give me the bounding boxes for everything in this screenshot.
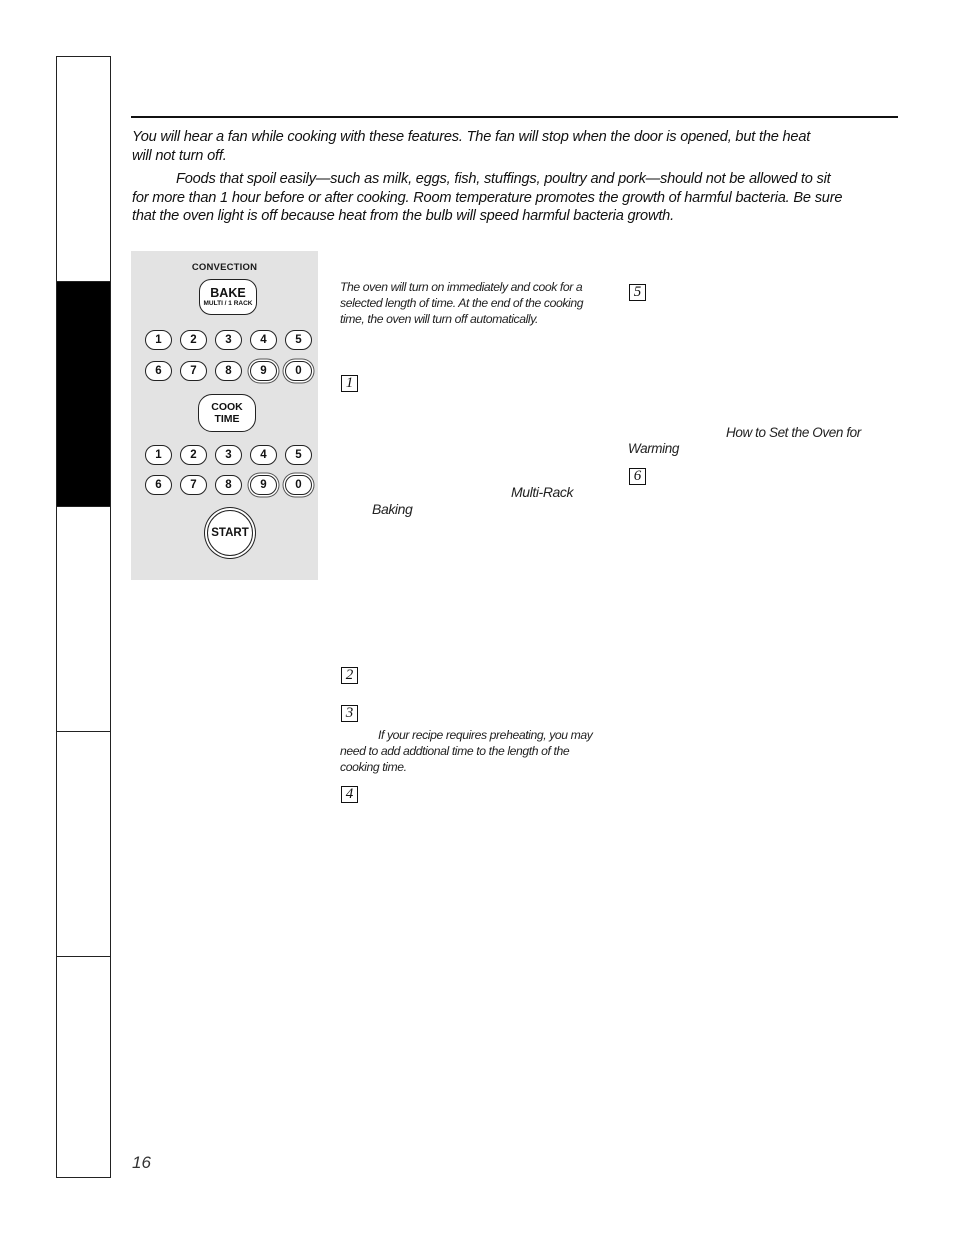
keypad-2-key: 9 bbox=[250, 475, 277, 495]
keypad-1-key: 8 bbox=[215, 361, 242, 381]
bake-label: BAKE bbox=[210, 285, 246, 300]
page-number: 16 bbox=[132, 1153, 151, 1172]
keypad-1-key: 4 bbox=[250, 330, 277, 350]
section-tab-5 bbox=[57, 957, 110, 1178]
intro-para2-line-1: Foods that spoil easily—such as milk, eggs, fish, stuffings, poultry and pork—should not be allowed to sit bbox=[176, 171, 831, 187]
bake-sub-label: MULTI / 1 RACK bbox=[203, 299, 253, 307]
keypad-1-key: 9 bbox=[250, 361, 277, 381]
preheat-note-line-3: cooking time. bbox=[340, 760, 407, 774]
start-button: START bbox=[207, 510, 253, 556]
keypad-2-key: 8 bbox=[215, 475, 242, 495]
keypad-2-key: 7 bbox=[180, 475, 207, 495]
section-tabs bbox=[56, 56, 111, 1178]
intro-line-1: You will hear a fan while cooking with these features. The fan will stop when the door is opened, but the heat bbox=[132, 129, 811, 145]
header-rule bbox=[131, 116, 898, 118]
keypad-2-key: 0 bbox=[285, 475, 312, 495]
warming-ref-line-1: How to Set the Oven for bbox=[726, 425, 861, 440]
step-5-marker: 5 bbox=[629, 284, 646, 301]
keypad-1-key: 3 bbox=[215, 330, 242, 350]
cook-time-label-line-2: TIME bbox=[214, 413, 240, 425]
step-3-marker: 3 bbox=[341, 705, 358, 722]
keypad-2-key: 4 bbox=[250, 445, 277, 465]
keypad-1-key: 1 bbox=[145, 330, 172, 350]
keypad-1-key: 6 bbox=[145, 361, 172, 381]
description-line-1: The oven will turn on immediately and cook for a bbox=[340, 280, 583, 294]
convection-label: CONVECTION bbox=[191, 262, 258, 273]
intro-para2-line-2: for more than 1 hour before or after cooking. Room temperature promotes the growth of harmful bacteria. Be sure bbox=[132, 190, 843, 206]
keypad-1-key: 0 bbox=[285, 361, 312, 381]
control-panel-illustration bbox=[131, 251, 318, 580]
intro-para2-line-3: that the oven light is off because heat from the bulb will speed harmful bacteria growth. bbox=[132, 208, 674, 224]
step-1-marker: 1 bbox=[341, 375, 358, 392]
step-6-marker: 6 bbox=[629, 468, 646, 485]
description-line-2: selected length of time. At the end of the cooking bbox=[340, 296, 584, 310]
cook-time-label-line-1: COOK bbox=[211, 401, 243, 413]
section-tab-4 bbox=[57, 732, 110, 957]
keypad-1-key: 5 bbox=[285, 330, 312, 350]
preheat-note-line-2: need to add addtional time to the length of the bbox=[340, 744, 570, 758]
section-tab-1 bbox=[57, 57, 110, 282]
cook-time-button bbox=[198, 394, 256, 432]
warming-ref-line-2: Warming bbox=[628, 441, 679, 456]
keypad-1-key: 7 bbox=[180, 361, 207, 381]
keypad-2-key: 6 bbox=[145, 475, 172, 495]
section-tab-active bbox=[57, 282, 110, 507]
intro-line-2: will not turn off. bbox=[132, 148, 227, 164]
description-line-3: time, the oven will turn off automatically. bbox=[340, 312, 538, 326]
step-2-marker: 2 bbox=[341, 667, 358, 684]
keypad-2-key: 5 bbox=[285, 445, 312, 465]
bake-button bbox=[199, 279, 257, 315]
multi-rack-ref: Multi-Rack bbox=[511, 484, 574, 500]
keypad-1-key: 2 bbox=[180, 330, 207, 350]
section-tab-3 bbox=[57, 507, 110, 732]
baking-ref: Baking bbox=[372, 501, 413, 517]
keypad-2-key: 1 bbox=[145, 445, 172, 465]
keypad-2-key: 2 bbox=[180, 445, 207, 465]
keypad-2-key: 3 bbox=[215, 445, 242, 465]
preheat-note-line-1: If your recipe requires preheating, you may bbox=[378, 728, 593, 742]
step-4-marker: 4 bbox=[341, 786, 358, 803]
